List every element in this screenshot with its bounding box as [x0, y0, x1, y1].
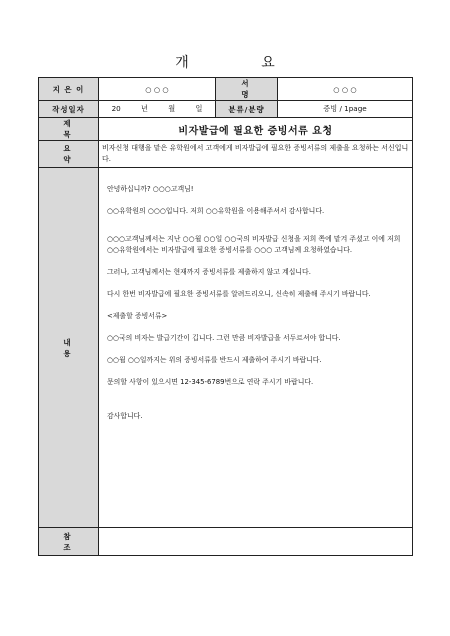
document-title: 개 요 — [175, 55, 309, 71]
content-paragraph: 다시 한번 비자발급에 필요한 증빙서류를 알려드리오니, 신속히 제출해 주시기 바랍니다. — [107, 290, 371, 298]
author-label: 지 은 이 — [39, 78, 99, 101]
content-paragraph: 감사합니다. — [107, 411, 143, 420]
content-label: 내 용 — [39, 168, 99, 528]
author-value: ○ ○ ○ — [99, 78, 216, 101]
category-value: 증빙 / 1page — [278, 101, 413, 118]
reference-label: 참 조 — [39, 528, 99, 556]
date-label: 작성일자 — [39, 101, 99, 118]
overview-table — [38, 77, 413, 556]
content-paragraph: ○○○고객님께서는 지난 ○○월 ○○일 ○○국의 비자발급 신청을 저희 쪽에 맡겨 주셨고 이에 저희 ○○유학원에서는 비자발급에 필요한 증빙서류를 ○○○ 고객님께 요청하였습니다. — [107, 234, 401, 254]
subject-value: 비자발급에 필요한 증빙서류 요청 — [99, 118, 413, 141]
content-paragraph: <제출할 증빙서류> — [107, 312, 168, 320]
content-paragraph: 문의할 사항이 있으시면 12-345-6789번으로 연락 주시기 바랍니다. — [107, 378, 314, 386]
content-paragraph: ○○유학원의 ○○○입니다. 저희 ○○유학원을 이용해주셔서 감사합니다. — [107, 207, 325, 215]
content-paragraph: ○○국의 비자는 발급기간이 깁니다. 그런 만큼 비자발급을 서두르셔야 합니다. — [107, 334, 341, 342]
category-label: 분류/분량 — [216, 101, 278, 118]
reference-value — [99, 528, 413, 556]
subject-label: 제 목 — [39, 118, 99, 141]
summary-label: 요 약 — [39, 141, 99, 168]
content-paragraph: ○○월 ○○일까지는 위의 증빙서류를 반드시 제출하여 주시기 바랍니다. — [107, 356, 322, 364]
signature-label: 서 명 — [216, 78, 278, 101]
signature-value: ○ ○ ○ — [278, 78, 413, 101]
date-value: 20 년 월 일 — [99, 101, 216, 118]
content-paragraph: 안녕하십니까? ○○○고객님! — [107, 185, 194, 193]
content-paragraph: 그러나, 고객님께서는 현재까지 증빙서류를 제출하지 않고 계십니다. — [107, 268, 311, 276]
summary-value: 비자신청 대행을 맡은 유학원에서 고객에게 비자발급에 필요한 증빙서류의 제출을 요청하는 서신입니다. — [99, 141, 413, 168]
content-body — [99, 168, 413, 528]
